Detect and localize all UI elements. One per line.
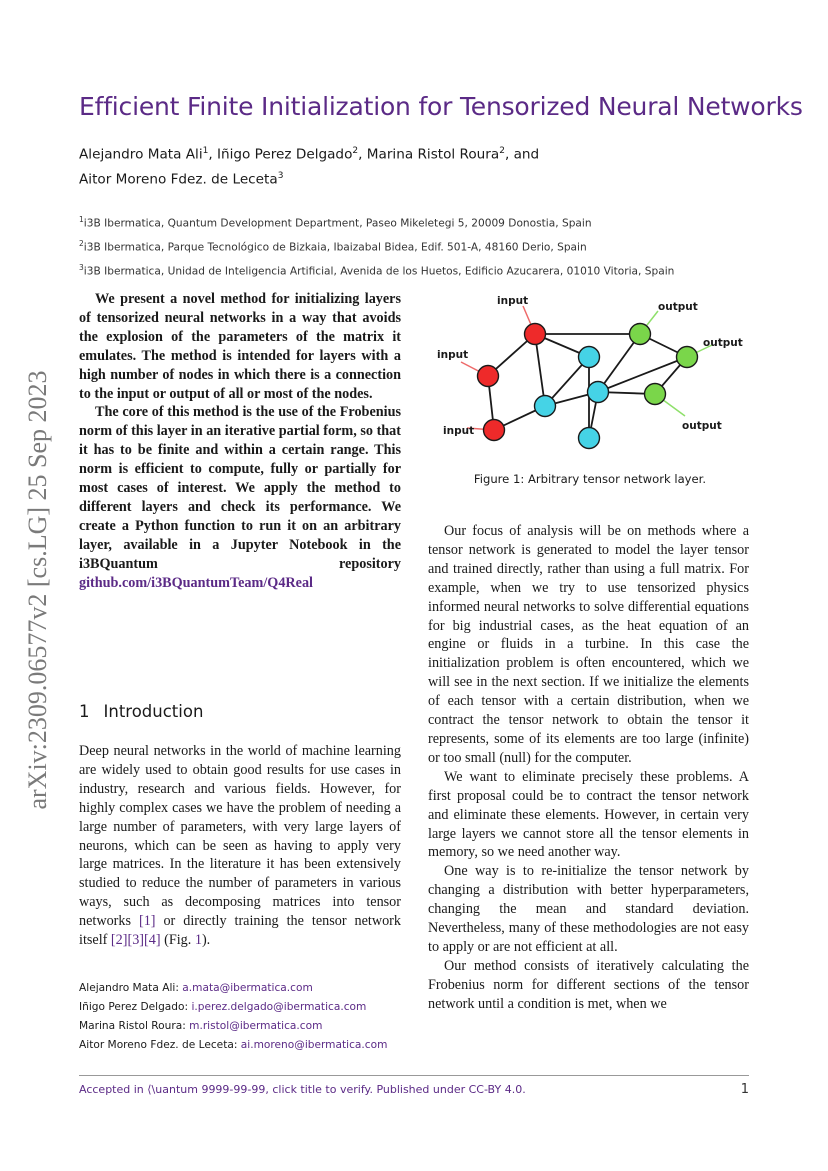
intro-body: or directly training the tensor network itself — [79, 913, 401, 949]
hidden-node — [588, 382, 609, 403]
affil-text: i3B Ibermatica, Parque Tecnológico de Bizkaia, Ibaizabal Bidea, Edif. 501-A, 48160 Derio, Spain — [83, 241, 587, 254]
hidden-node — [579, 347, 600, 368]
intro-text — [79, 742, 401, 950]
affiliation — [79, 210, 779, 234]
email-author: Aitor Moreno Fdez. de Leceta: — [79, 1039, 241, 1051]
label-input-left: input — [437, 349, 469, 361]
author-conjunction: , and — [504, 146, 540, 163]
email-link[interactable]: ai.moreno@ibermatica.com — [240, 1039, 388, 1051]
email-link[interactable]: a.mata@ibermatica.com — [182, 982, 313, 994]
journal-notice-link[interactable]: Accepted in ⟨\uantum 9999-99-99, click title to verify. Published under CC-BY 4.0. — [79, 1083, 526, 1096]
footer-divider — [79, 1075, 749, 1076]
intro-body: Deep neural networks in the world of machine learning are widely used to obtain good results for use cases in industry, research and various fields. However, for highly complex cases we have the problem of needing a large number of parameters, with very large layers of neurons, which can be seen as having to apply very large matrices. In the literature it has been extensively studied to reduce the number of parameters in various ways, such as decomposing matrices into tensor networks — [79, 743, 401, 930]
section-title: Introduction — [103, 702, 204, 721]
intro-paragraph — [79, 742, 401, 950]
affil-number: 3 — [79, 263, 84, 273]
output-node — [677, 347, 698, 368]
author-name: Aitor Moreno Fdez. de Leceta — [79, 171, 278, 188]
hidden-node — [535, 396, 556, 417]
abstract-paragraph — [79, 403, 401, 592]
author-list: Alejandro Mata Ali$^1$, Iñigo Perez Delgado$^2$, Marina Ristol Roura$^2$, and Aitor Moreno Fdez. de Leceta$^3$ — [79, 146, 540, 188]
input-node — [478, 366, 499, 387]
section-number: 1 — [79, 702, 90, 721]
page-footer — [79, 1083, 749, 1096]
affiliation — [79, 258, 779, 282]
affiliations — [79, 210, 779, 282]
body-paragraph: We want to eliminate precisely these problems. A first proposal could be to contract the tensor network and eliminate these elements. However, in certain very large layers we cannot store all the tensor elements in memory, so we need another way. — [428, 768, 749, 861]
input-node — [525, 324, 546, 345]
body-paragraph: Our method consists of iteratively calculating the Frobenius norm for different sections of the tensor network until a condition is met, when we — [428, 957, 749, 1012]
affil-number: 1 — [79, 215, 84, 224]
figure-caption: Figure 1: Arbitrary tensor network layer. — [473, 472, 707, 486]
abstract — [79, 290, 401, 593]
affil-mark: 2 — [499, 146, 505, 156]
label-output-top: output — [658, 301, 698, 313]
author-name: Marina Ristol Roura — [366, 146, 500, 163]
output-node — [630, 324, 651, 345]
email-author: Alejandro Mata Ali: — [79, 982, 183, 994]
label-output-bottom: output — [682, 420, 722, 432]
hidden-node — [579, 428, 600, 449]
email-link[interactable]: i.perez.delgado@ibermatica.com — [191, 1001, 367, 1013]
section-heading — [79, 702, 203, 721]
page-number: 1 — [740, 1082, 749, 1097]
paper-title[interactable]: Efficient Finite Initialization for Tensorized Neural Networks — [79, 92, 803, 121]
affil-number: 2 — [79, 239, 84, 249]
author-name: Alejandro Mata Ali — [79, 146, 203, 163]
output-node — [645, 384, 666, 405]
email-row — [79, 1017, 409, 1036]
label-input-bottom: input — [443, 425, 475, 437]
email-row — [79, 1036, 409, 1055]
tensor-network-diagram — [425, 288, 755, 470]
citation-link[interactable]: [2] — [110, 932, 128, 949]
abstract-paragraph: We present a novel method for initializing layers of tensorized neural networks in a way that avoids the explosion of the parameters of the matrix it emulates. The method is intended for layers with a high number of nodes in which there is a connection to the input or output of all or most of the nodes. — [79, 291, 401, 402]
body-paragraph: One way is to re-initialize the tensor network by changing a distribution with better hyperparameters, changing the mean and standard deviation. Nevertheless, many of these methodologies are not easy to apply or are not efficient at all. — [428, 863, 749, 955]
label-input-top: input — [497, 295, 529, 307]
email-author: Iñigo Perez Delgado: — [79, 1001, 192, 1013]
intro-body: ). — [201, 932, 211, 949]
label-output-right: output — [703, 337, 743, 349]
affil-text: i3B Ibermatica, Unidad de Inteligencia Artificial, Avenida de los Huetos, Edificio Azucarera, 01010 Vitoria, Spain — [83, 265, 675, 278]
input-node — [484, 420, 505, 441]
affil-mark: 2 — [352, 146, 359, 156]
citation-link[interactable]: [4] — [144, 932, 161, 949]
author-name: Iñigo Perez Delgado — [217, 146, 353, 163]
affil-text: i3B Ibermatica, Quantum Development Department, Paseo Mikeletegi 5, 20009 Donostia, Spain — [83, 217, 592, 230]
right-column-text — [428, 522, 749, 1014]
email-link[interactable]: m.ristol@ibermatica.com — [189, 1020, 323, 1032]
body-paragraph: Our focus of analysis will be on methods where a tensor network is generated to model the layer tensor and trained directly, rather than using a full matrix. For example, when we try to use tensorized physics informed neural networks to solve differential equations for big industrial cases, as the heat equation of an engine or fluids in a turbine. In this case the initialization problem is often encountered, which we will see in the next section. If we initialize the elements of each tensor with a certain distribution, when we contract the tensor network to obtain the tensor it represents, some of its elements are too large (infinite) or too small (null) for the computer. — [428, 523, 749, 766]
citation-link[interactable]: [3] — [127, 932, 145, 949]
affil-mark: 1 — [202, 146, 209, 156]
repository-link[interactable]: github.com/i3BQuantumTeam/Q4Real — [79, 574, 313, 591]
citation-link[interactable]: [1] — [138, 913, 156, 930]
email-row — [79, 998, 409, 1017]
intro-body: (Fig. — [160, 932, 195, 949]
email-author: Marina Ristol Roura: — [79, 1020, 190, 1032]
abstract-text: The core of this method is the use of the Frobenius norm of this layer in an iterative partial form, so that it has to be finite and within a certain range. This norm is efficient to compute, fully or partially for most cases of interest. We apply the method to different layers and check its performance. We create a Python function to run it on an arbitrary layer, available in a Jupyter Notebook in the i3BQuantum repository — [79, 404, 401, 572]
affiliation — [79, 234, 779, 258]
author-emails — [79, 979, 409, 1055]
figure-ref-link[interactable]: 1 — [194, 932, 202, 949]
tensor-network-figure — [425, 288, 755, 470]
arxiv-stamp: arXiv:2309.06577v2 [cs.LG] 25 Sep 2023 — [23, 370, 52, 810]
affil-mark: 3 — [277, 170, 284, 181]
email-row — [79, 979, 409, 998]
